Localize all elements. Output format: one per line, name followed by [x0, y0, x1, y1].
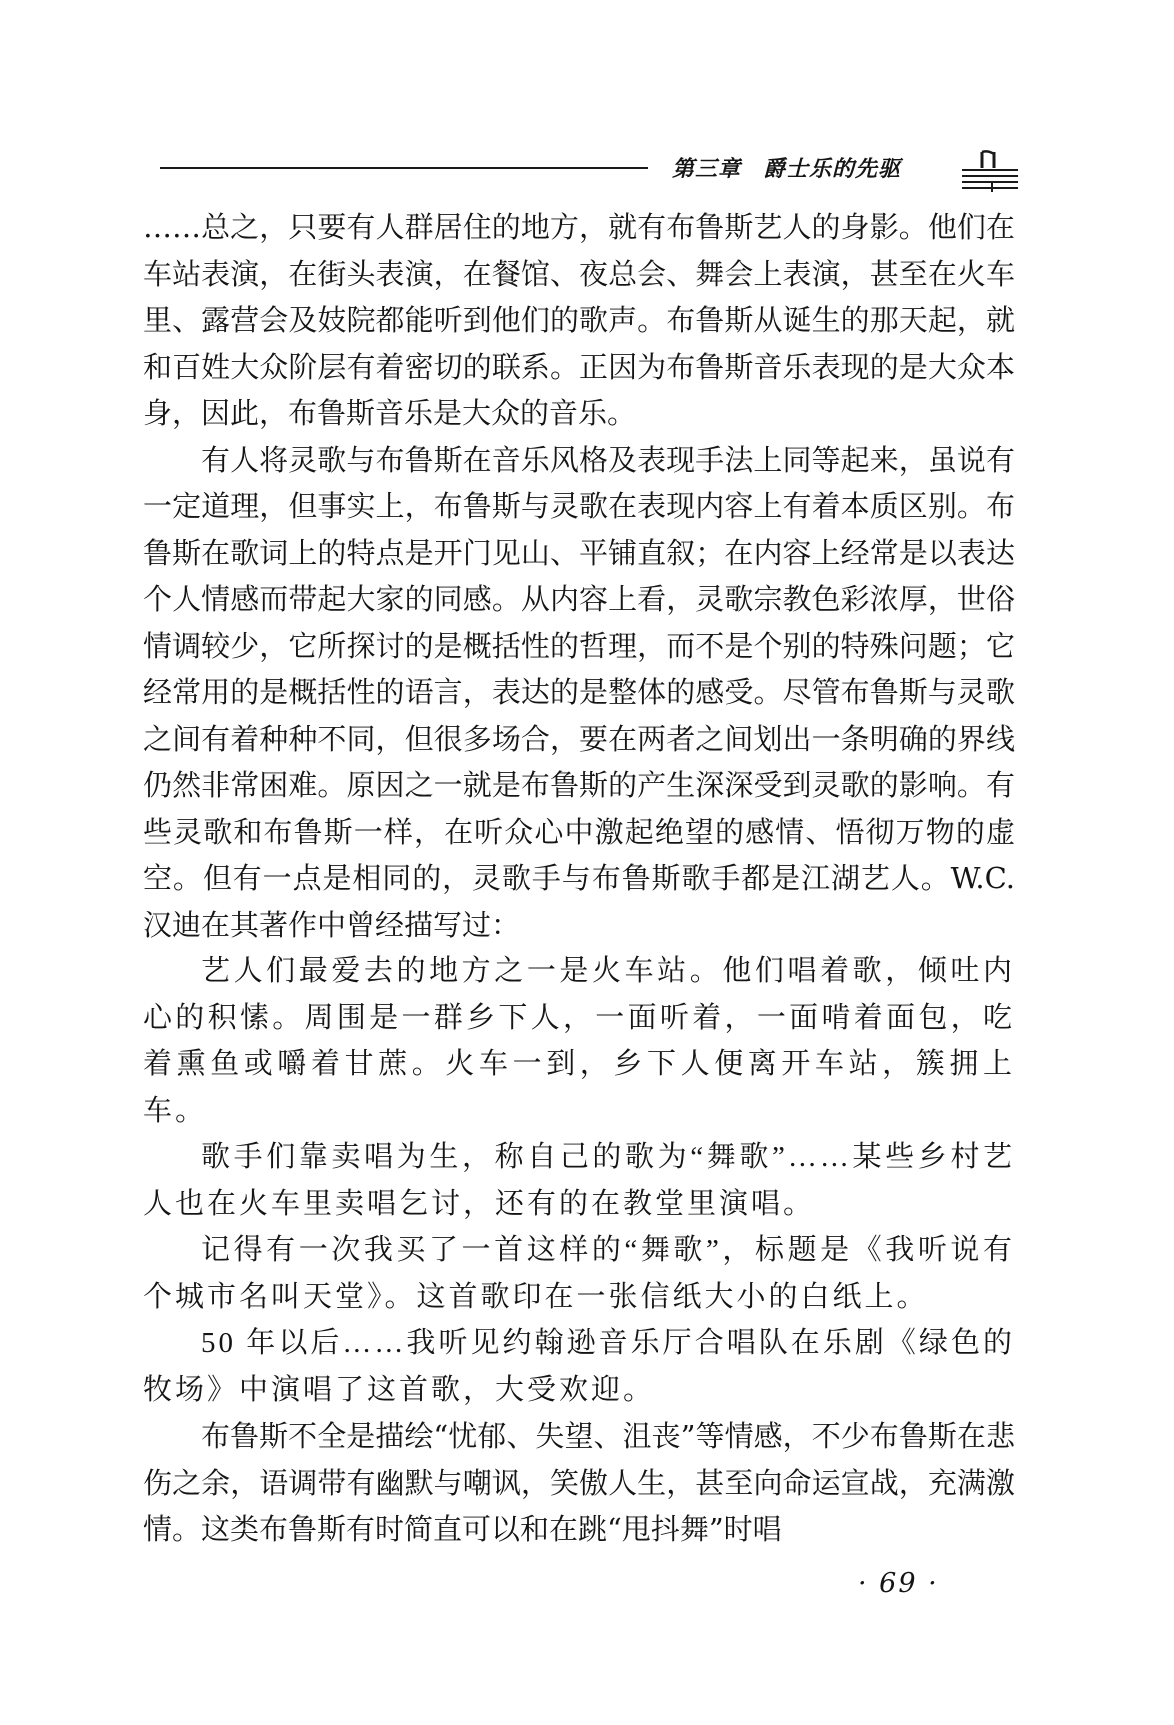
quote-paragraph-1: 艺人们最爱去的地方之一是火车站。他们唱着歌，倾吐内心的积愫。周围是一群乡下人，一面听着，一面啃着面包，吃着熏鱼或嚼着甘蔗。火车一到，乡下人便离开车站，簇拥上车。 — [143, 955, 1015, 1127]
running-header — [160, 148, 1020, 192]
quote-paragraph-4: 50 年以后……我听见约翰逊音乐厅合唱队在乐剧《绿色的牧场》中演唱了这首歌，大受欢迎。 — [143, 1327, 1015, 1406]
header-chapter-title — [672, 152, 901, 183]
music-staff-icon — [960, 148, 1020, 192]
chapter-number: 第三章 — [672, 156, 742, 182]
quote-paragraph-2: 歌手们靠卖唱为生，称自己的歌为“舞歌”……某些乡村艺人也在火车里卖唱乞讨，还有的在教堂里演唱。 — [143, 1141, 1015, 1220]
page-number: · 69 · — [858, 1568, 939, 1599]
paragraph-2: 有人将灵歌与布鲁斯在音乐风格及表现手法上同等起来，虽说有一定道理，但事实上，布鲁斯与灵歌在表现内容上有着本质区别。布鲁斯在歌词上的特点是开门见山、平铺直叙；在内容上经常是以表达个人情感而带起大家的同感。从内容上看，灵歌宗教色彩浓厚，世俗情调较少，它所探讨的是概括性的哲理，而不是个别的特殊问题；它经常用的是概括性的语言，表达的是整体的感受。尽管布鲁斯与灵歌之间有着种种不同，但很多场合，要在两者之间划出一条明确的界线仍然非常困难。原因之一就是布鲁斯的产生深深受到灵歌的影响。有些灵歌和布鲁斯一样，在听众心中激起绝望的感情、悟彻万物的虚空。但有一点是相同的，灵歌手与布鲁斯歌手都是江湖艺人。W.C. 汉迪在其著作中曾经描写过： — [143, 442, 1015, 942]
paragraph-3: 布鲁斯不全是描绘“忧郁、失望、沮丧”等情感，不少布鲁斯在悲伤之余，语调带有幽默与嘲讽，笑傲人生，甚至向命运宣战，充满激情。这类布鲁斯有时简直可以和在跳“甩抖舞”时唱 — [143, 1419, 1015, 1546]
quote-paragraph-3: 记得有一次我买了一首这样的“舞歌”，标题是《我听说有个城市名叫天堂》。这首歌印在一张信纸大小的白纸上。 — [143, 1234, 1015, 1313]
body-text — [143, 204, 1015, 1553]
chapter-name: 爵士乐的先驱 — [763, 156, 902, 182]
header-rule — [160, 167, 648, 169]
paragraph-1: ……总之，只要有人群居住的地方，就有布鲁斯艺人的身影。他们在车站表演，在街头表演，在餐馆、夜总会、舞会上表演，甚至在火车里、露营会及妓院都能听到他们的歌声。布鲁斯从诞生的那天起，就和百姓大众阶层有着密切的联系。正因为布鲁斯音乐表现的是大众本身，因此，布鲁斯音乐是大众的音乐。 — [143, 210, 1015, 430]
